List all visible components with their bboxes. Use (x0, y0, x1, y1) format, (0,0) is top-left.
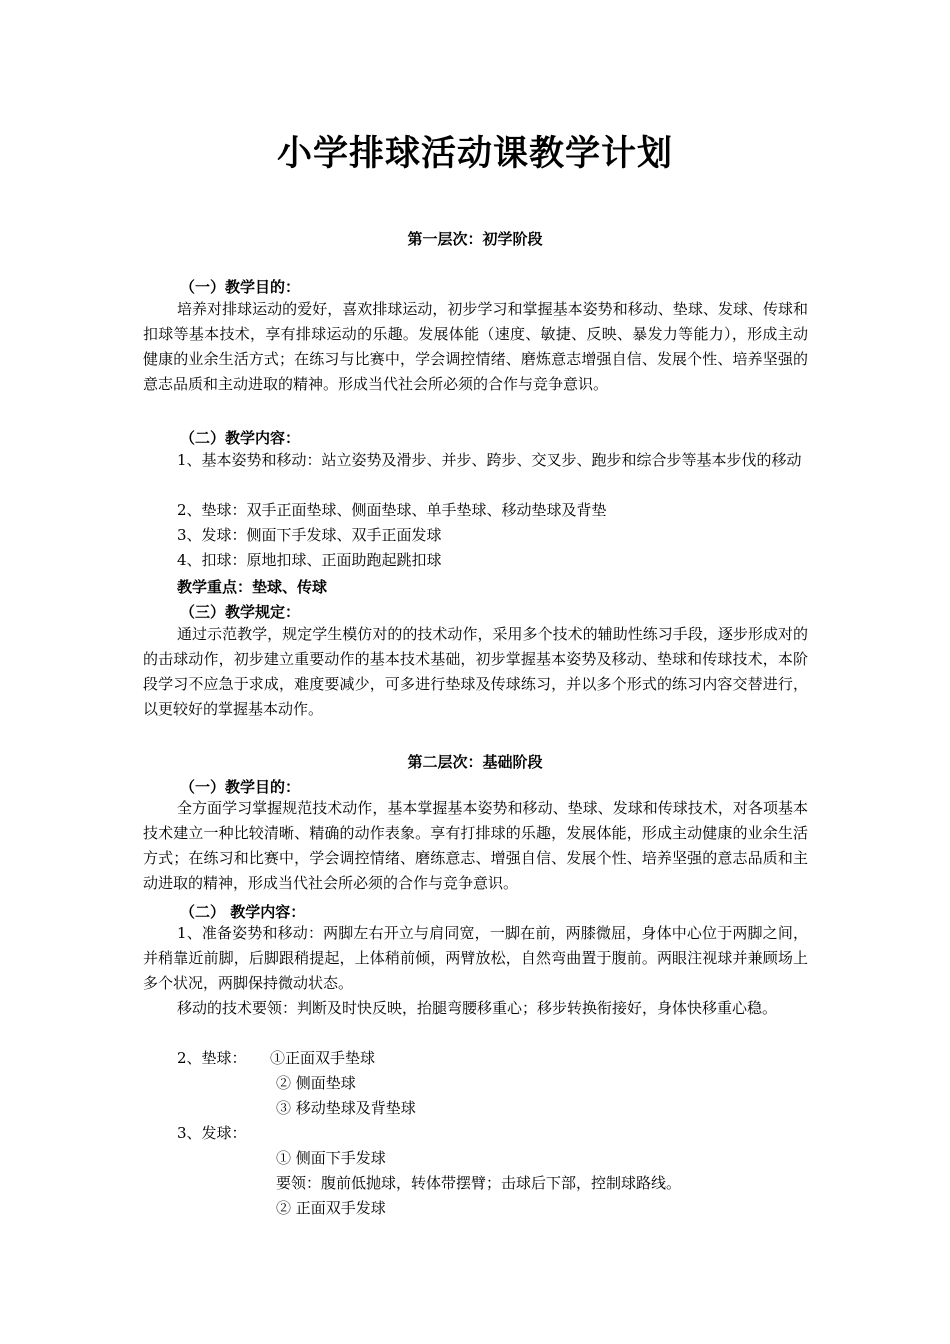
level1-rules-label: （三）教学规定： (180, 603, 301, 621)
level2-content-item-1: 1、准备姿势和移动：两脚左右开立与肩同宽，一脚在前，两膝微屈，身体中心位于两脚之间，并稍靠近前脚，后脚跟稍提起，上体稍前倾，两臂放松，自然弯曲置于腹前。两眼注视球并兼顾场上多个状况，两脚保持微动状态。 (143, 924, 808, 992)
level1-content-item-3: 3、发球：侧面下手发球、双手正面发球 (177, 526, 442, 544)
level2-item3-sub-1: ① 侧面下手发球 (276, 1149, 386, 1167)
level2-item2-sub-3: ③ 移动垫球及背垫球 (276, 1099, 416, 1117)
level2-item2-label: 2、垫球： (177, 1049, 247, 1067)
level2-move-tech: 移动的技术要领：判断及时快反映，抬腿弯腰移重心；移步转换衔接好，身体快移重心稳。 (177, 999, 778, 1017)
level2-item3-sub-3: ② 正面双手发球 (276, 1199, 386, 1217)
level1-heading: 第一层次：初学阶段 (407, 230, 543, 248)
level1-content-item-1: 1、基本姿势和移动：站立姿势及滑步、并步、跨步、交叉步、跑步和综合步等基本步伐的移动 (177, 451, 802, 469)
level1-content-label: （二）教学内容： (180, 429, 301, 447)
level2-item2-sub-1: ①正面双手垫球 (270, 1049, 376, 1067)
level2-goal-label: （一）教学目的： (180, 778, 301, 796)
level2-item2-sub-2: ② 侧面垫球 (276, 1074, 356, 1092)
level1-rules-text: 通过示范教学，规定学生模仿对的的技术动作，采用多个技术的辅助性练习手段，逐步形成对的的击球动作，初步建立重要动作的基本技术基础，初步掌握基本姿势及移动、垫球和传球技术，本阶段学习不应急于求成，难度要减少，可多进行垫球及传球练习，并以多个形式的练习内容交替进行，以更较好的掌握基本动作。 (143, 625, 808, 718)
level1-key-points: 教学重点：垫球、传球 (177, 578, 328, 596)
level2-content-label: （二） 教学内容： (180, 903, 306, 921)
document-title: 小学排球活动课教学计划 (276, 134, 673, 174)
level2-item3-sub-2: 要领：腹前低抛球，转体带摆臂；击球后下部，控制球路线。 (276, 1174, 682, 1192)
level2-goal-text: 全方面学习掌握规范技术动作，基本掌握基本姿势和移动、垫球、发球和传球技术，对各项基本技术建立一种比较清晰、精确的动作表象。享有打排球的乐趣，发展体能，形成主动健康的业余生活方式；在练习和比赛中，学会调控情绪、磨练意志、增强自信、发展个性、培养坚强的意志品质和主动进取的精神，形成当代社会所必须的合作与竞争意识。 (143, 799, 808, 892)
level1-goal-label: （一）教学目的： (180, 278, 301, 296)
level1-content-item-4: 4、扣球：原地扣球、正面助跑起跳扣球 (177, 551, 442, 569)
level2-item3-label: 3、发球： (177, 1124, 247, 1142)
level1-goal-text: 培养对排球运动的爱好，喜欢排球运动，初步学习和掌握基本姿势和移动、垫球、发球、传球和扣球等基本技术，享有排球运动的乐趣。发展体能（速度、敏捷、反映、暴发力等能力），形成主动健康的业余生活方式；在练习与比赛中，学会调控情绪、磨炼意志增强自信、发展个性、培养坚强的意志品质和主动进取的精神。形成当代社会所必须的合作与竞争意识。 (143, 300, 808, 393)
level2-heading: 第二层次：基础阶段 (407, 753, 543, 771)
level1-content-item-2: 2、垫球：双手正面垫球、侧面垫球、单手垫球、移动垫球及背垫 (177, 501, 607, 519)
